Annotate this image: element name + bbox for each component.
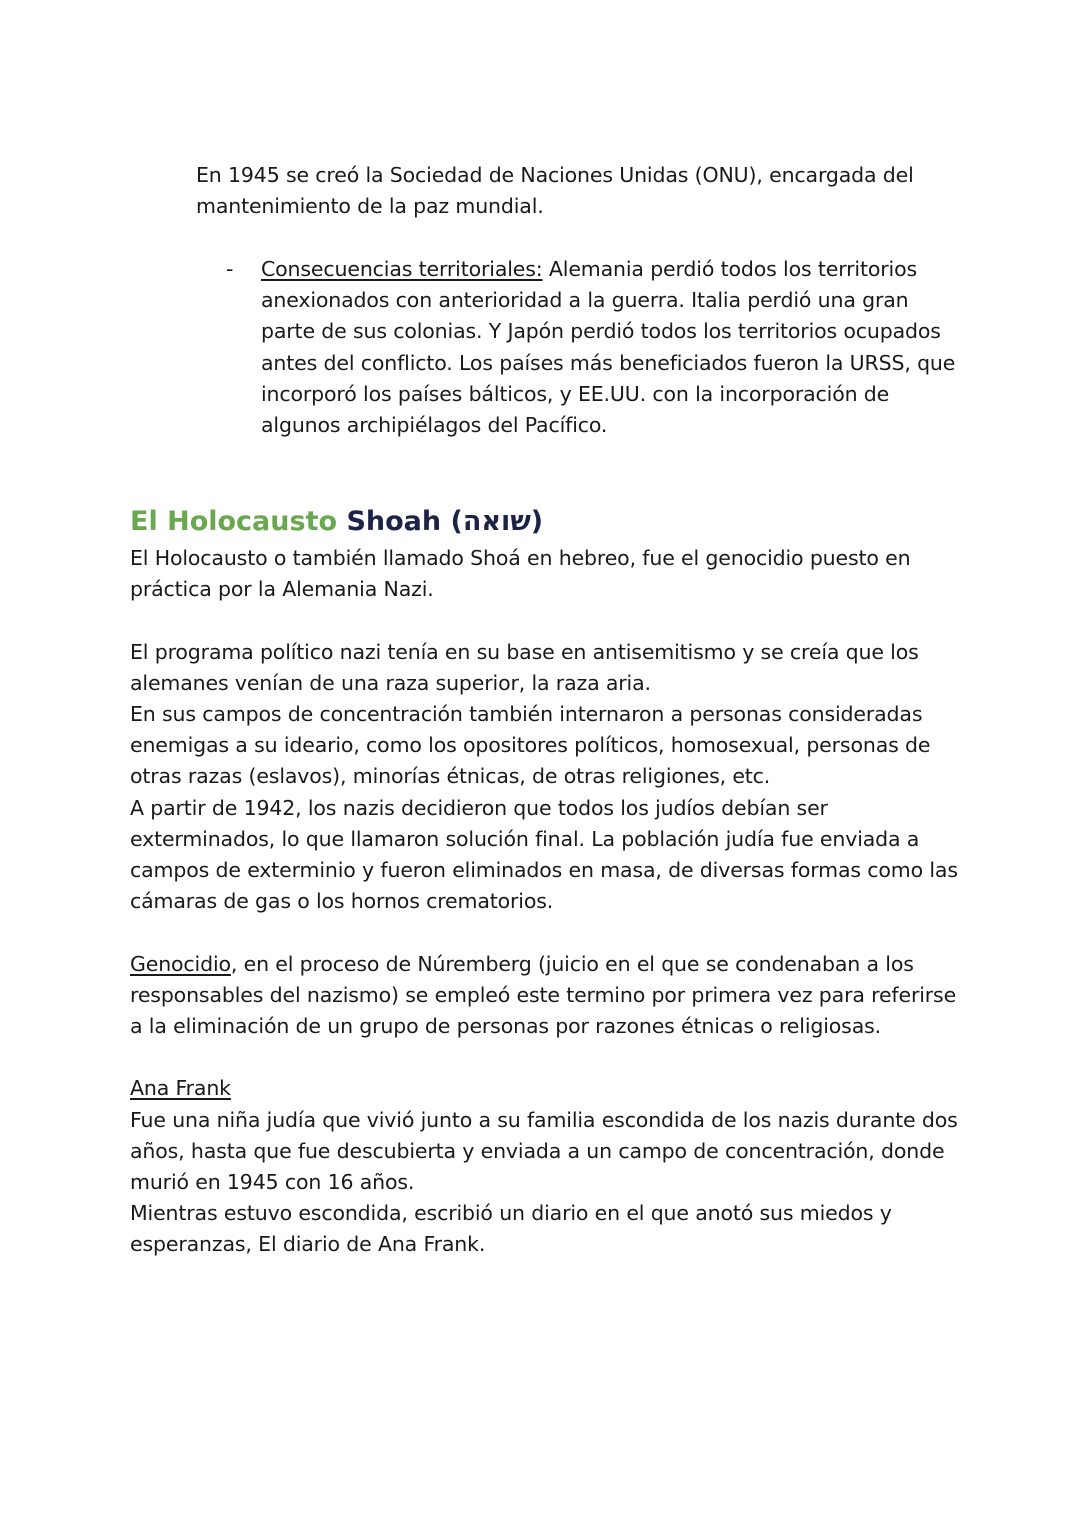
ana-frank-line-2: Mientras estuvo escondida, escribió un diario en el que anotó sus miedos y esperanzas, El diario de Ana Frank. [130, 1201, 892, 1257]
ana-frank-line-1: Fue una niña judía que vivió junto a su familia escondida de los nazis durante dos años, hasta que fue descubierta y enviada a un campo de concentración, donde murió en 1945 con 16 años. [130, 1107, 958, 1195]
section-heading [130, 502, 543, 542]
genocidio-paragraph [130, 949, 960, 1043]
holocausto-paragraph-1: El Holocausto o también llamado Shoá en hebreo, fue el genocidio puesto en práctica por la Alemania Nazi. [130, 546, 911, 602]
bullet-text: Alemania perdió todos los territorios anexionados con anterioridad a la guerra. Italia perdió una gran parte de sus colonias. Y Japón perdió todos los territorios ocupados antes del conflicto. Los países más beneficiados fueron la URSS, que incorporó los países bálticos, y EE.UU. con la incorporación de algunos archipiélagos del Pacífico. [261, 257, 956, 438]
genocidio-text: , en el proceso de Núremberg (juicio en el que se condenaban a los responsables del nazismo) se empleó este termino por primera vez para referirse a la eliminación de un grupo de personas por razones étnicas o religiosas. [130, 951, 957, 1039]
ana-frank-title: Ana Frank [130, 1076, 231, 1101]
bullet-body [261, 254, 961, 441]
bullet-term: Consecuencias territoriales: [261, 257, 543, 281]
holocausto-line-3: A partir de 1942, los nazis decidieron que todos los judíos debían ser exterminados, lo que llamaron solución final. La población judía fue enviada a campos de exterminio y fueron eliminados en masa, de diversas formas como las cámaras de gas o los hornos crematorios. [130, 795, 958, 914]
holocausto-line-2: En sus campos de concentración también internaron a personas consideradas enemigas a su ideario, como los opositores políticos, homosexual, personas de otras razas (eslavos), minorías étnicas, de otras religiones, etc. [130, 702, 931, 789]
intro-paragraph: En 1945 se creó la Sociedad de Naciones Unidas (ONU), encargada del mantenimiento de la paz mundial. [196, 163, 914, 219]
genocidio-term: Genocidio [130, 951, 231, 976]
holocausto-section [130, 543, 960, 1261]
holocausto-line-1: El programa político nazi tenía en su base en antisemitismo y se creía que los alemanes venían de una raza superior, la raza aria. [130, 639, 919, 695]
heading-part1: El Holocausto [130, 506, 338, 537]
bullet-territorial [226, 254, 966, 441]
heading-part2: Shoah (שואה) [346, 506, 544, 537]
bullet-dash: - [226, 257, 234, 281]
